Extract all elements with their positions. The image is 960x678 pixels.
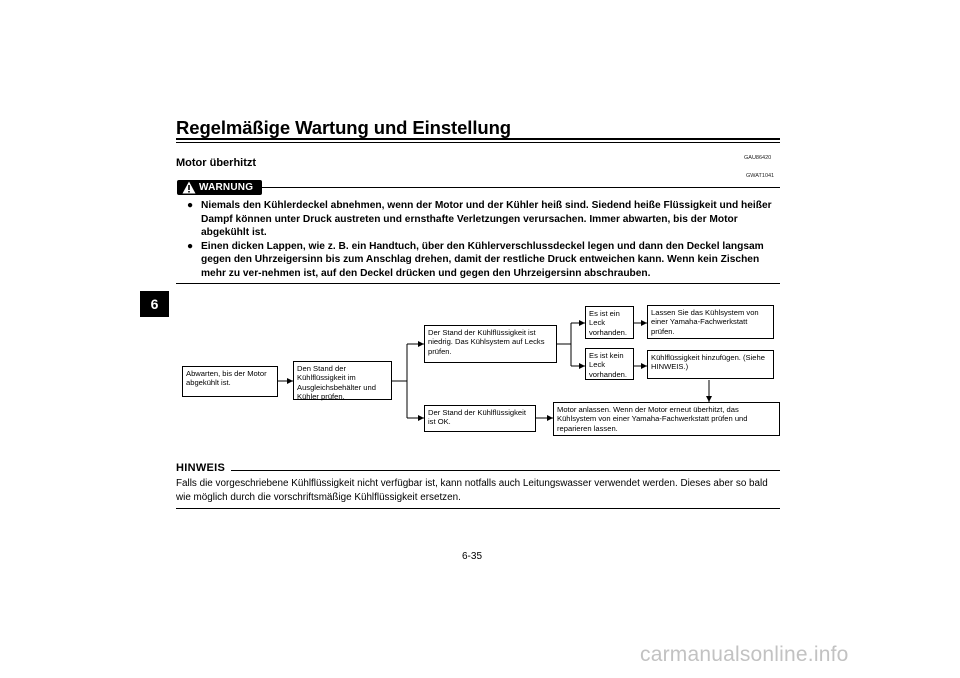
flow-box-check-level: Den Stand der Kühlflüssigkeit im Ausgleichsbehälter und Kühler prüfen. xyxy=(293,361,392,400)
chapter-tab: 6 xyxy=(140,291,169,317)
flow-box-level-ok: Der Stand der Kühlflüssigkeit ist OK. xyxy=(424,405,536,432)
flow-box-leak-yes: Es ist ein Leck vorhanden. xyxy=(585,306,634,339)
note-end-rule xyxy=(176,508,780,509)
section-title: Motor überhitzt xyxy=(176,157,257,169)
note-title: HINWEIS xyxy=(176,462,226,474)
watermark: carmanualsonline.info xyxy=(640,643,849,666)
warning-item-text: Niemals den Kühlerdeckel abnehmen, wenn der Motor und der Kühler heiß sind. Siedend heiße Flüssigkeit und heißer Dampf können unter Druck austreten und ernsthafte Verletzungen verursachen. Immer abwarten, bis der Motor abgekühlt ist. xyxy=(201,200,772,239)
warning-label: WARNUNG xyxy=(199,182,254,193)
warning-item-text: Einen dicken Lappen, wie z. B. ein Handtuch, über den Kühlerverschlussdeckel legen und dann den Deckel langsam gegen den Uhrzeigersinn bis zum Anschlag drehen, damit der restliche Druck entweichen kann. Wenn kein Zischen mehr zu ver-nehmen ist, auf den Deckel drücken und gegen den Uhrzeigersinn abschrauben. xyxy=(201,240,764,279)
flow-box-leak-no: Es ist kein Leck vorhanden. xyxy=(585,348,634,380)
flow-box-dealer-check: Lassen Sie das Kühlsystem von einer Yamaha-Fachwerkstatt prüfen. xyxy=(647,305,774,339)
page-number: 6-35 xyxy=(462,551,483,562)
flow-box-start-engine: Motor anlassen. Wenn der Motor erneut überhitzt, das Kühlsystem von einer Yamaha-Fachwerkstatt prüfen und reparieren lassen. xyxy=(553,402,780,436)
flow-box-wait: Abwarten, bis der Motor abgekühlt ist. xyxy=(182,366,278,397)
flow-box-add-coolant: Kühlflüssigkeit hinzufügen. (Siehe HINWEIS.) xyxy=(647,350,774,379)
bullet-icon: ● xyxy=(187,240,194,252)
note-rule xyxy=(231,470,780,471)
flow-box-level-low: Der Stand der Kühlflüssigkeit ist niedrig. Das Kühlsystem auf Lecks prüfen. xyxy=(424,325,557,363)
page-title: Regelmäßige Wartung und Einstellung xyxy=(176,117,511,138)
note-text: Falls die vorgeschriebene Kühlflüssigkeit nicht verfügbar ist, kann notfalls auch Leitungswasser verwendet werden. Dieses aber so bald wie möglich durch die vorschriftsmäßige Kühlflüssigkeit ersetzen. xyxy=(176,478,768,503)
bullet-icon: ● xyxy=(187,200,194,211)
warning-code: GWAT1041 xyxy=(746,173,775,179)
section-code: GAU86420 xyxy=(744,155,772,161)
